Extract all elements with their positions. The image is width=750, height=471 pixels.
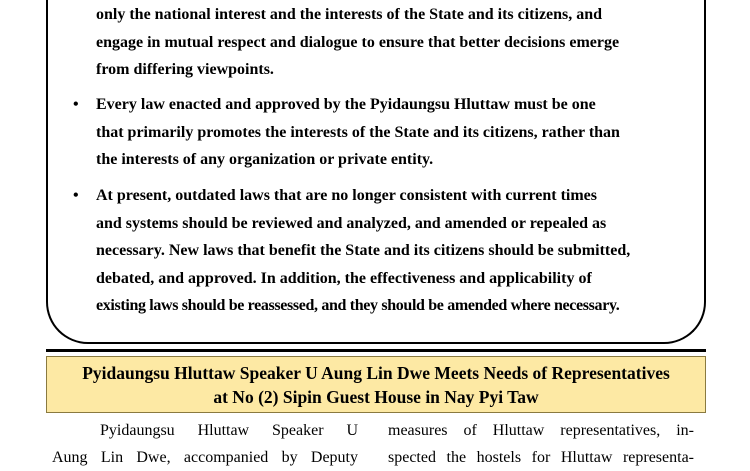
bullet-3-line-4: debated, and approved. In addition, the effectiveness and applicability of [96,269,592,287]
bullet-1-line-1: only the national interest and the interests of the State and its citizens, and [96,6,603,23]
left-col-line-2: Aung Lin Dwe, accompanied by Deputy [52,449,358,466]
bullet-2-dot: • [73,96,79,113]
left-col-line-1: Pyidaungsu Hluttaw Speaker U [100,422,358,439]
bullet-3-dot: • [73,187,79,204]
bullet-1-line-2: engage in mutual respect and dialogue to ensure that better decisions emerge [96,33,620,51]
section-divider [46,349,706,352]
article-headline [82,361,670,409]
headline-line-2: at No (2) Sipin Guest House in Nay Pyi Taw [213,386,539,407]
bullet-2-line-1: Every law enacted and approved by the Pyidaungsu Hluttaw must be one [96,96,596,113]
article-left-column [52,417,358,471]
bullet-3-line-5: existing laws should be reassessed, and they should be amended where necessary. [96,297,620,314]
right-col-line-1: measures of Hluttaw representatives, in- [388,422,694,439]
bullet-3-line-2: and systems should be reviewed and analyzed, and amended or repealed as [96,214,607,232]
article-right-column [388,417,694,471]
bullet-3-line-3: necessary. New laws that benefit the State and its citizens should be submitted, [96,242,631,259]
headline-line-1: Pyidaungsu Hluttaw Speaker U Aung Lin Dwe Meets Needs of Representatives [82,362,670,383]
right-col-line-2: spected the hostels for Hluttaw representa- [388,449,694,466]
bullet-2-line-3: the interests of any organization or private entity. [96,151,434,168]
article-headline-box [46,356,706,413]
bullet-3-line-1: At present, outdated laws that are no longer consistent with current times [96,187,598,204]
bullet-1-line-3: from differing viewpoints. [96,61,274,78]
bullet-2-line-2: that primarily promotes the interests of the State and its citizens, rather than [96,123,620,141]
